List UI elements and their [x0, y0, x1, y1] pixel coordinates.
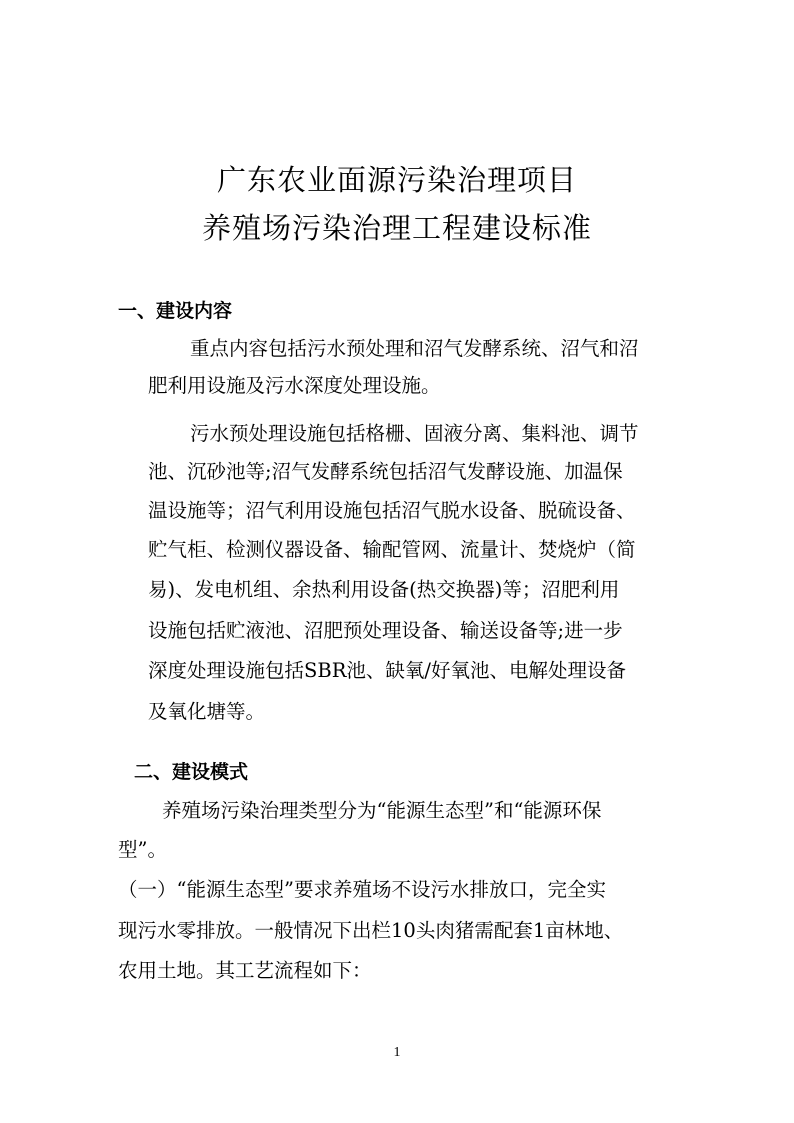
paragraph-line: 现污水零排放。一般情况下出栏10头肉猪需配套1亩林地、 — [118, 919, 624, 942]
paragraph-line: 易)、发电机组、余热利用设备(热交换器)等；沼肥利用 — [148, 578, 620, 601]
section-heading-construction-content: 一、建设内容 — [118, 300, 233, 322]
document-title-line1: 广东农业面源污染治理项目 — [216, 163, 577, 197]
page-number: 1 — [393, 1045, 401, 1060]
document-title-line2: 养殖场污染治理工程建设标准 — [201, 211, 592, 245]
paragraph-line: 深度处理设施包括SBR池、缺氧/好氧池、电解处理设备 — [148, 659, 626, 682]
paragraph-line: 温设施等；沼气利用设施包括沼气脱水设备、脱硫设备、 — [148, 499, 636, 522]
paragraph-line: 养殖场污染治理类型分为“能源生态型”和“能源环保 — [162, 799, 602, 822]
paragraph-line: 肥利用设施及污水深度处理设施。 — [148, 374, 441, 397]
paragraph-line: 污水预处理设施包括格栅、固液分离、集料池、调节 — [190, 422, 639, 445]
paragraph-line: 及氧化塘等。 — [148, 700, 266, 723]
paragraph-line: 型”。 — [118, 838, 167, 861]
paragraph-line: 池、沉砂池等;沼气发酵系统包括沼气发酵设施、加温保 — [148, 460, 623, 483]
paragraph-line: 设施包括贮液池、沼肥预处理设备、输送设备等;进一步 — [148, 619, 623, 642]
paragraph-line: 农用土地。其工艺流程如下： — [118, 959, 372, 982]
paragraph-line: 重点内容包括污水预处理和沼气发酵系统、沼气和沼 — [190, 337, 639, 360]
paragraph-line: 贮气柜、检测仪器设备、输配管网、流量计、焚烧炉（简 — [148, 538, 636, 561]
section-heading-construction-mode: 二、建设模式 — [134, 761, 249, 783]
paragraph-line: （一）“能源生态型”要求养殖场不设污水排放口，完全实 — [118, 878, 606, 901]
